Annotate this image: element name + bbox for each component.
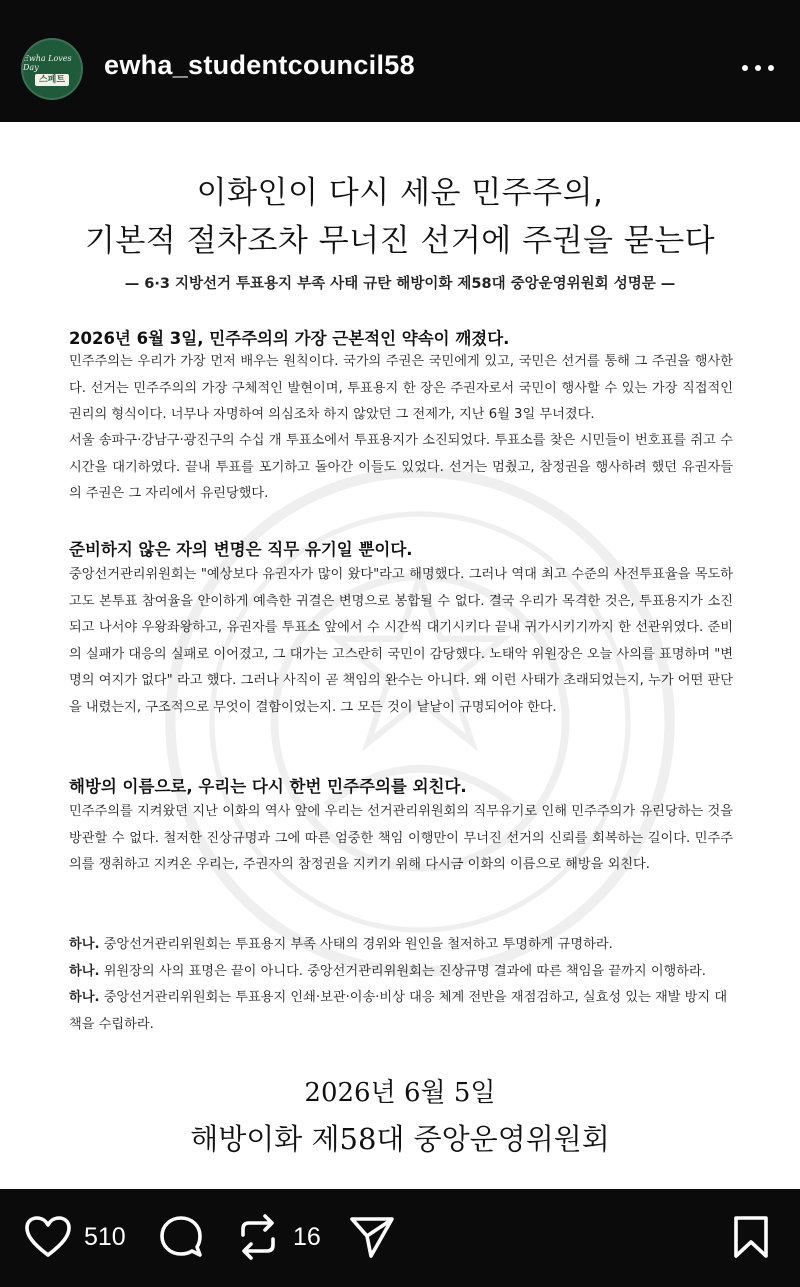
more-options-icon[interactable] [742, 58, 774, 78]
comment-button[interactable] [158, 1213, 204, 1261]
demand-item [69, 932, 733, 959]
repost-count: 16 [293, 1222, 321, 1251]
like-count: 510 [84, 1222, 126, 1251]
demands-list [69, 932, 733, 1038]
heart-icon [24, 1215, 72, 1259]
section-heading-2: 준비하지 않은 자의 변명은 직무 유기일 뿐이다. [69, 540, 413, 559]
section-1-paragraph-1: 민주주의는 우리가 가장 먼저 배우는 원칙이다. 국가의 주권은 국민에게 있고, 국민은 선거를 통해 그 주권을 행사한다. 선거는 민주주의의 가장 구체적인 발현이며, 투표용지 한 장은 주권자로서 국민이 행사할 수 있는 가장 직접적인 권리의 형식이다. 너무나 자명하여 의심조차 하지 않았던 그 전제가, 지난 6월 3일 무너졌다. [69, 354, 733, 422]
avatar[interactable] [21, 38, 83, 100]
share-button[interactable] [349, 1213, 395, 1261]
section-1-paragraph-2: 서울 송파구·강남구·광진구의 수십 개 투표소에서 투표용지가 소진되었다. 투표소를 찾은 시민들이 번호표를 쥐고 수 시간을 대기하였다. 끝내 투표를 포기하고 돌아간 이들도 있었다. 선거는 멈췄고, 참정권을 행사하려 했던 유권자들의 주권은 그 자리에서 유린당했다. [69, 433, 733, 501]
like-button[interactable] [24, 1213, 126, 1261]
repost-button[interactable] [235, 1213, 321, 1261]
avatar-script-text: Ewha Loves Day [23, 54, 72, 72]
section-heading-3: 해방의 이름으로, 우리는 다시 한번 민주주의를 외친다. [69, 777, 467, 796]
section-3-paragraph-1: 민주주의를 지켜왔던 지난 이화의 역사 앞에 우리는 선거관리위원회의 직무유기로 인해 민주주의가 유린당하는 것을 방관할 수 없다. 철저한 진상규명과 그에 따른 엄중한 책임 이행만이 무너진 선거의 신뢰를 회복하는 길이다. 민주주의를 쟁취하고 지켜온 우리는, 주권자의 참정권을 지키기 위해 다시금 이화의 이름으로 해방을 외친다. [69, 804, 733, 872]
bookmark-button[interactable] [732, 1213, 770, 1261]
statement-subtitle: — 6·3 지방선거 투표용지 부족 사태 규탄 해방이화 제58대 중앙운영위원회 성명문 — [124, 276, 676, 292]
post-image[interactable] [0, 122, 800, 1189]
username-link[interactable]: ewha_studentcouncil58 [104, 50, 415, 80]
send-icon [349, 1214, 395, 1260]
comment-icon [158, 1214, 204, 1260]
statement-title-line-1: 이화인이 다시 세운 민주주의, [196, 175, 604, 211]
demand-prefix: 하나. [69, 990, 100, 1005]
statement-date: 2026년 6월 5일 [304, 1078, 496, 1108]
demand-item [69, 985, 733, 1038]
demand-text: 중앙선거관리위원회는 투표용지 인쇄·보관·이송·비상 대응 체계 전반을 재점검하고, 실효성 있는 재발 방지 대책을 수립하라. [69, 990, 728, 1032]
bookmark-icon [732, 1214, 770, 1260]
demand-text: 중앙선거관리위원회는 투표용지 부족 사태의 경위와 원인을 철저하고 투명하게 규명하라. [99, 937, 613, 952]
avatar-logo-text: 스페트 [35, 74, 69, 86]
section-2-paragraph-1: 중앙선거관리위원회는 "예상보다 유권자가 많이 왔다"라고 해명했다. 그러나 역대 최고 수준의 사전투표율을 목도하고도 본투표 참여율을 안이하게 예측한 귀결은 변명으로 봉합될 수 없다. 결국 우리가 목격한 것은, 투표용지가 소진되고 나서야 우왕좌왕하고, 유권자를 투표소 앞에서 수 시간씩 대기시키다 끝내 귀가시키기까지 한 선관위였다. 준비의 실패가 대응의 실패로 이어졌고, 그 대가는 고스란히 국민이 감당했다. 노태악 위원장은 오늘 사의를 표명하며 "변명의 여지가 없다" 라고 했다. 그러나 사직이 곧 책임의 완수는 아니다. 왜 이런 사태가 초래되었는지, 누가 어떤 판단을 내렸는지, 구조적으로 무엇이 결함이었는지. 그 모든 것이 낱낱이 규명되어야 한다. [69, 567, 733, 715]
demand-prefix: 하나. [69, 937, 100, 952]
statement-document [0, 122, 800, 1189]
post-header [0, 0, 800, 122]
statement-signer: 해방이화 제58대 중앙운영위원회 [190, 1122, 610, 1156]
section-heading-1: 2026년 6월 3일, 민주주의의 가장 근본적인 약속이 깨졌다. [69, 329, 510, 348]
repost-icon [235, 1213, 281, 1261]
dot [755, 65, 761, 71]
dot [768, 65, 774, 71]
dot [742, 65, 748, 71]
demand-item [69, 959, 733, 986]
statement-title-line-2: 기본적 절차조차 무너진 선거에 주권을 묻는다 [84, 223, 716, 259]
demand-prefix: 하나. [69, 963, 100, 979]
post-actions-bar [0, 1189, 800, 1287]
demand-text: 위원장의 사의 표명은 끝이 아니다. 중앙선거관리위원회는 진상규명 결과에 따른 책임을 끝까지 이행하라. [99, 963, 706, 979]
